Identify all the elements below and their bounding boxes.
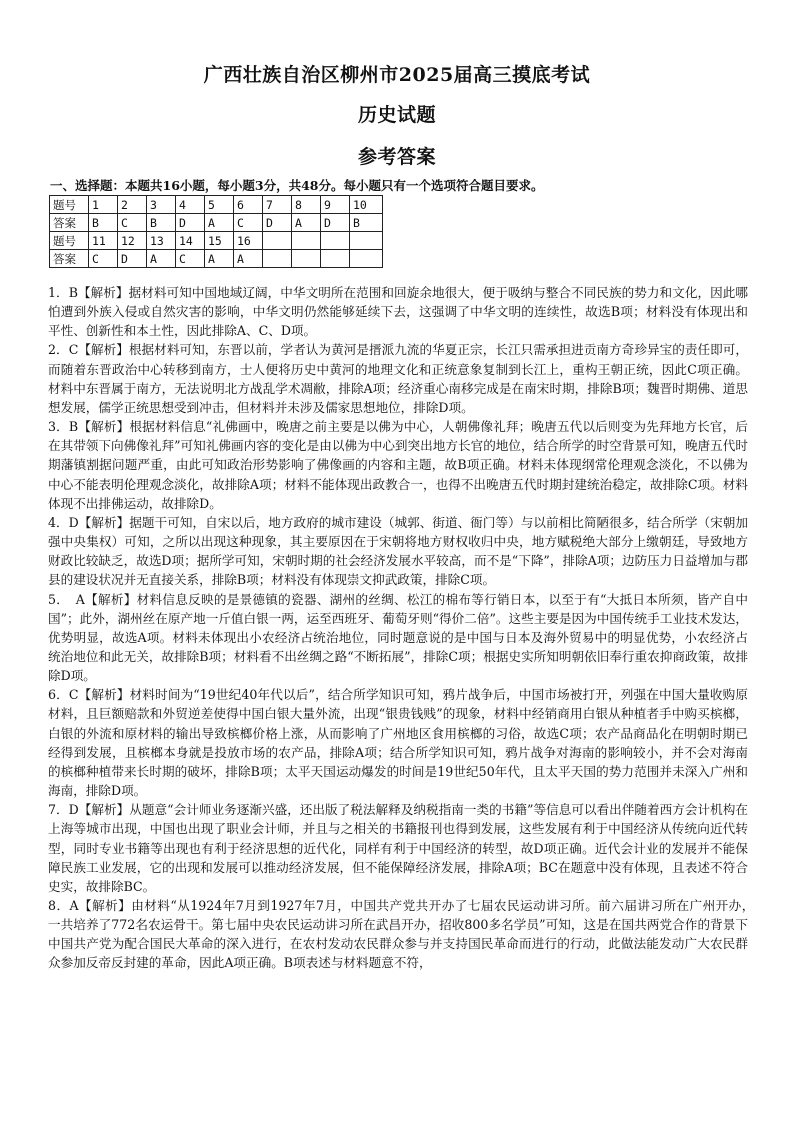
table-cell: A xyxy=(205,250,234,268)
table-cell: 10 xyxy=(350,196,383,214)
table-cell: C xyxy=(176,250,205,268)
table-cell xyxy=(292,232,321,250)
table-row xyxy=(50,250,383,268)
table-cell xyxy=(350,250,383,268)
table-row-label: 答案 xyxy=(50,214,89,232)
explanation-item: 5． A【解析】材料信息反映的是景德镇的瓷器、湖州的丝绸、松江的棉布等行销日本，以至于有“大抵日本所须，皆产自中国”；此外，湖州丝在原产地一斤值白银一两，运至西班牙、葡萄牙则“得价二倍”。这些主要是因为中国传统手工业技术发达，优势明显，故选A项。材料未体现出小农经济占统治地位，同时题意说的是中国与日本及海外贸易中的明显优势，小农经济占统治地位和此无关，故排除B项；材料看不出丝绸之路“不断拓展”，排除C项；根据史实所知明朝依旧奉行重农抑商政策，故排除D项。 xyxy=(48,591,748,684)
explanation-item: 4．D【解析】据题干可知，自宋以后，地方政府的城市建设（城郭、街道、衙门等）与以前相比简陋很多，结合所学（宋朝加强中央集权）可知，之所以出现这种现象，其主要原因在于宋朝将地方财权收归中央，地方赋税绝大部分上缴朝廷，导致地方财政比较缺乏，故选D项；据所学可知，宋朝时期的社会经济发展水平较高，而不是“下降”，排除A项；边防压力日益增加与郡县的建设状况并无直接关系，排除B项；材料没有体现崇文抑武政策，排除C项。 xyxy=(48,514,748,588)
table-cell: 5 xyxy=(205,196,234,214)
table-cell xyxy=(263,232,292,250)
table-cell: A xyxy=(147,250,176,268)
exam-title: 广西壮族自治区柳州市2025届高三摸底考试 xyxy=(203,64,591,86)
table-cell: B xyxy=(147,214,176,232)
table-cell: B xyxy=(89,214,118,232)
explanation-item: 2．C【解析】根据材料可知，东晋以前，学者认为黄河是搢派九流的华夏正宗，长江只需承担进贡南方奇珍异宝的责任即可，而随着东晋政治中心转移到南方，士人便将历史中黄河的地理文化和正统意象复制到长江上，重构王朝正统，因此C项正确。材料中东晋属于南方，无法说明北方战乱学术凋敝，排除A项；经济重心南移完成是在南宋时期，排除B项；魏晋时期佛、道思想发展，儒学正统思想受到冲击，但材料并未涉及儒家思想地位，排除D项。 xyxy=(48,342,748,415)
table-row-label: 题号 xyxy=(50,196,89,214)
table-row xyxy=(50,196,383,214)
table-cell: A xyxy=(292,214,321,232)
table-cell: 16 xyxy=(234,232,263,250)
table-cell: A xyxy=(234,250,263,268)
table-cell xyxy=(321,232,350,250)
answer-table xyxy=(49,195,383,268)
table-cell xyxy=(263,250,292,268)
table-cell: 1 xyxy=(89,196,118,214)
section-heading: 一、选择题：本题共16小题，每小题3分，共48分。每小题只有一个选项符合题目要求。 xyxy=(50,178,544,193)
table-cell: B xyxy=(350,214,383,232)
table-cell: 15 xyxy=(205,232,234,250)
table-cell xyxy=(321,250,350,268)
table-row xyxy=(50,214,383,232)
table-row xyxy=(50,232,383,250)
table-cell: 2 xyxy=(118,196,147,214)
table-row-label: 题号 xyxy=(50,232,89,250)
explanation-item: 1．B【解析】据材料可知中国地域辽阔，中华文明所在范围和回旋余地很大，便于吸纳与整合不同民族的势力和文化，因此哪怕遭到外族入侵或自然灾害的影响，中华文明仍然能够延续下去，这强调了中华文明的连续性，故选B项；材料没有体现出和平性、创新性和本土性，因此排除A、C、D项。 xyxy=(48,285,748,339)
table-cell: 6 xyxy=(234,196,263,214)
table-cell: 9 xyxy=(321,196,350,214)
explanations-body xyxy=(48,283,761,973)
table-cell: 4 xyxy=(176,196,205,214)
table-cell: C xyxy=(234,214,263,232)
explanation-item: 7．D【解析】从题意“会计师业务逐渐兴盛，还出版了税法解释及纳税指南一类的书籍”等信息可以看出伴随着西方会计机构在上海等城市出现，中国也出现了职业会计师，并且与之相关的书籍报刊也得到发展，这些发展有利于中国经济从传统向近代转型，同时专业书籍等出现也有利于经济思想的近代化，同样有利于中国经济的转型，故D项正确。近代会计业的发展并不能保障民族工业发展，它的出现和发展可以推动经济发展，但不能保障经济发展，排除A项；BC在题意中没有体现，且表述不符合史实，故排除BC。 xyxy=(48,802,748,894)
table-cell: A xyxy=(205,214,234,232)
table-cell: D xyxy=(263,214,292,232)
table-cell: 3 xyxy=(147,196,176,214)
explanation-item: 8．A【解析】由材料“从1924年7月到1927年7月，中国共产党共开办了七届农民运动讲习所。前六届讲习所在广州开办， 一共培养了772名农运骨干。第七届中央农民运动讲习所在武昌开办，招收800多名学员”可知，这是在国共两党合作的背景下中国共产党为配合国民大革命的深入进行，在农村发动农民群众参与并支持国民革命而进行的行动，此做法能发动广大农民群众参加反帝反封建的革命，因此A项正确。B项表述与材料题意不符， xyxy=(48,898,761,971)
table-cell: D xyxy=(321,214,350,232)
table-cell: 12 xyxy=(118,232,147,250)
explanation-item: 3．B【解析】根据材料信息“礼佛画中，晚唐之前主要是以佛为中心，人朝佛像礼拜；晚唐五代以后则变为先拜地方长官，后在其带领下向佛像礼拜”可知礼佛画内容的变化是由以佛为中心到突出地方长官的地位，结合所学的时空背景可知，晚唐五代时期藩镇割据问题严重，由此可知政治形势影响了佛像画的内容和主题，故B项正确。材料未体现纲常伦理观念淡化，不以佛为中心不能表明伦理观念淡化，故排除A项；材料不能体现出政教合一，也得不出晚唐五代时期封建统治稳定，故排除C项。材料体现不出排佛运动，故排除D。 xyxy=(48,419,748,511)
table-cell: C xyxy=(89,250,118,268)
table-row-label: 答案 xyxy=(50,250,89,268)
subject-title: 历史试题 xyxy=(357,104,436,126)
table-cell: D xyxy=(176,214,205,232)
explanation-item: 6．C【解析】材料时间为“19世纪40年代以后”，结合所学知识可知，鸦片战争后，中国市场被打开，列强在中国大量收购原材料，且巨额赔款和外贸逆差使得中国白银大量外流，出现“银贵钱贱”的现象，材料中经销商用白银从种植者手中购买槟榔，白银的外流和原材料的输出导致槟榔价格上涨，从而影响了广州地区食用槟榔的习俗，故选C项；农产品商品化在明朝时期已经得到发展，且槟榔本身就是投放市场的农产品，排除A项；结合所学知识可知，鸦片战争对海南的影响较小，并不会对海南的槟榔种植带来长时期的破坏，排除B项；太平天国运动爆发的时间是19世纪50年代，且太平天国的势力范围并未深入广州和海南，排除D项。 xyxy=(48,687,748,799)
table-cell: 14 xyxy=(176,232,205,250)
table-cell: 11 xyxy=(89,232,118,250)
table-cell: 13 xyxy=(147,232,176,250)
table-cell xyxy=(350,232,383,250)
answer-key-title: 参考答案 xyxy=(357,146,436,168)
table-cell: 8 xyxy=(292,196,321,214)
table-cell: C xyxy=(118,214,147,232)
table-cell: 7 xyxy=(263,196,292,214)
table-cell: D xyxy=(118,250,147,268)
table-cell xyxy=(292,250,321,268)
